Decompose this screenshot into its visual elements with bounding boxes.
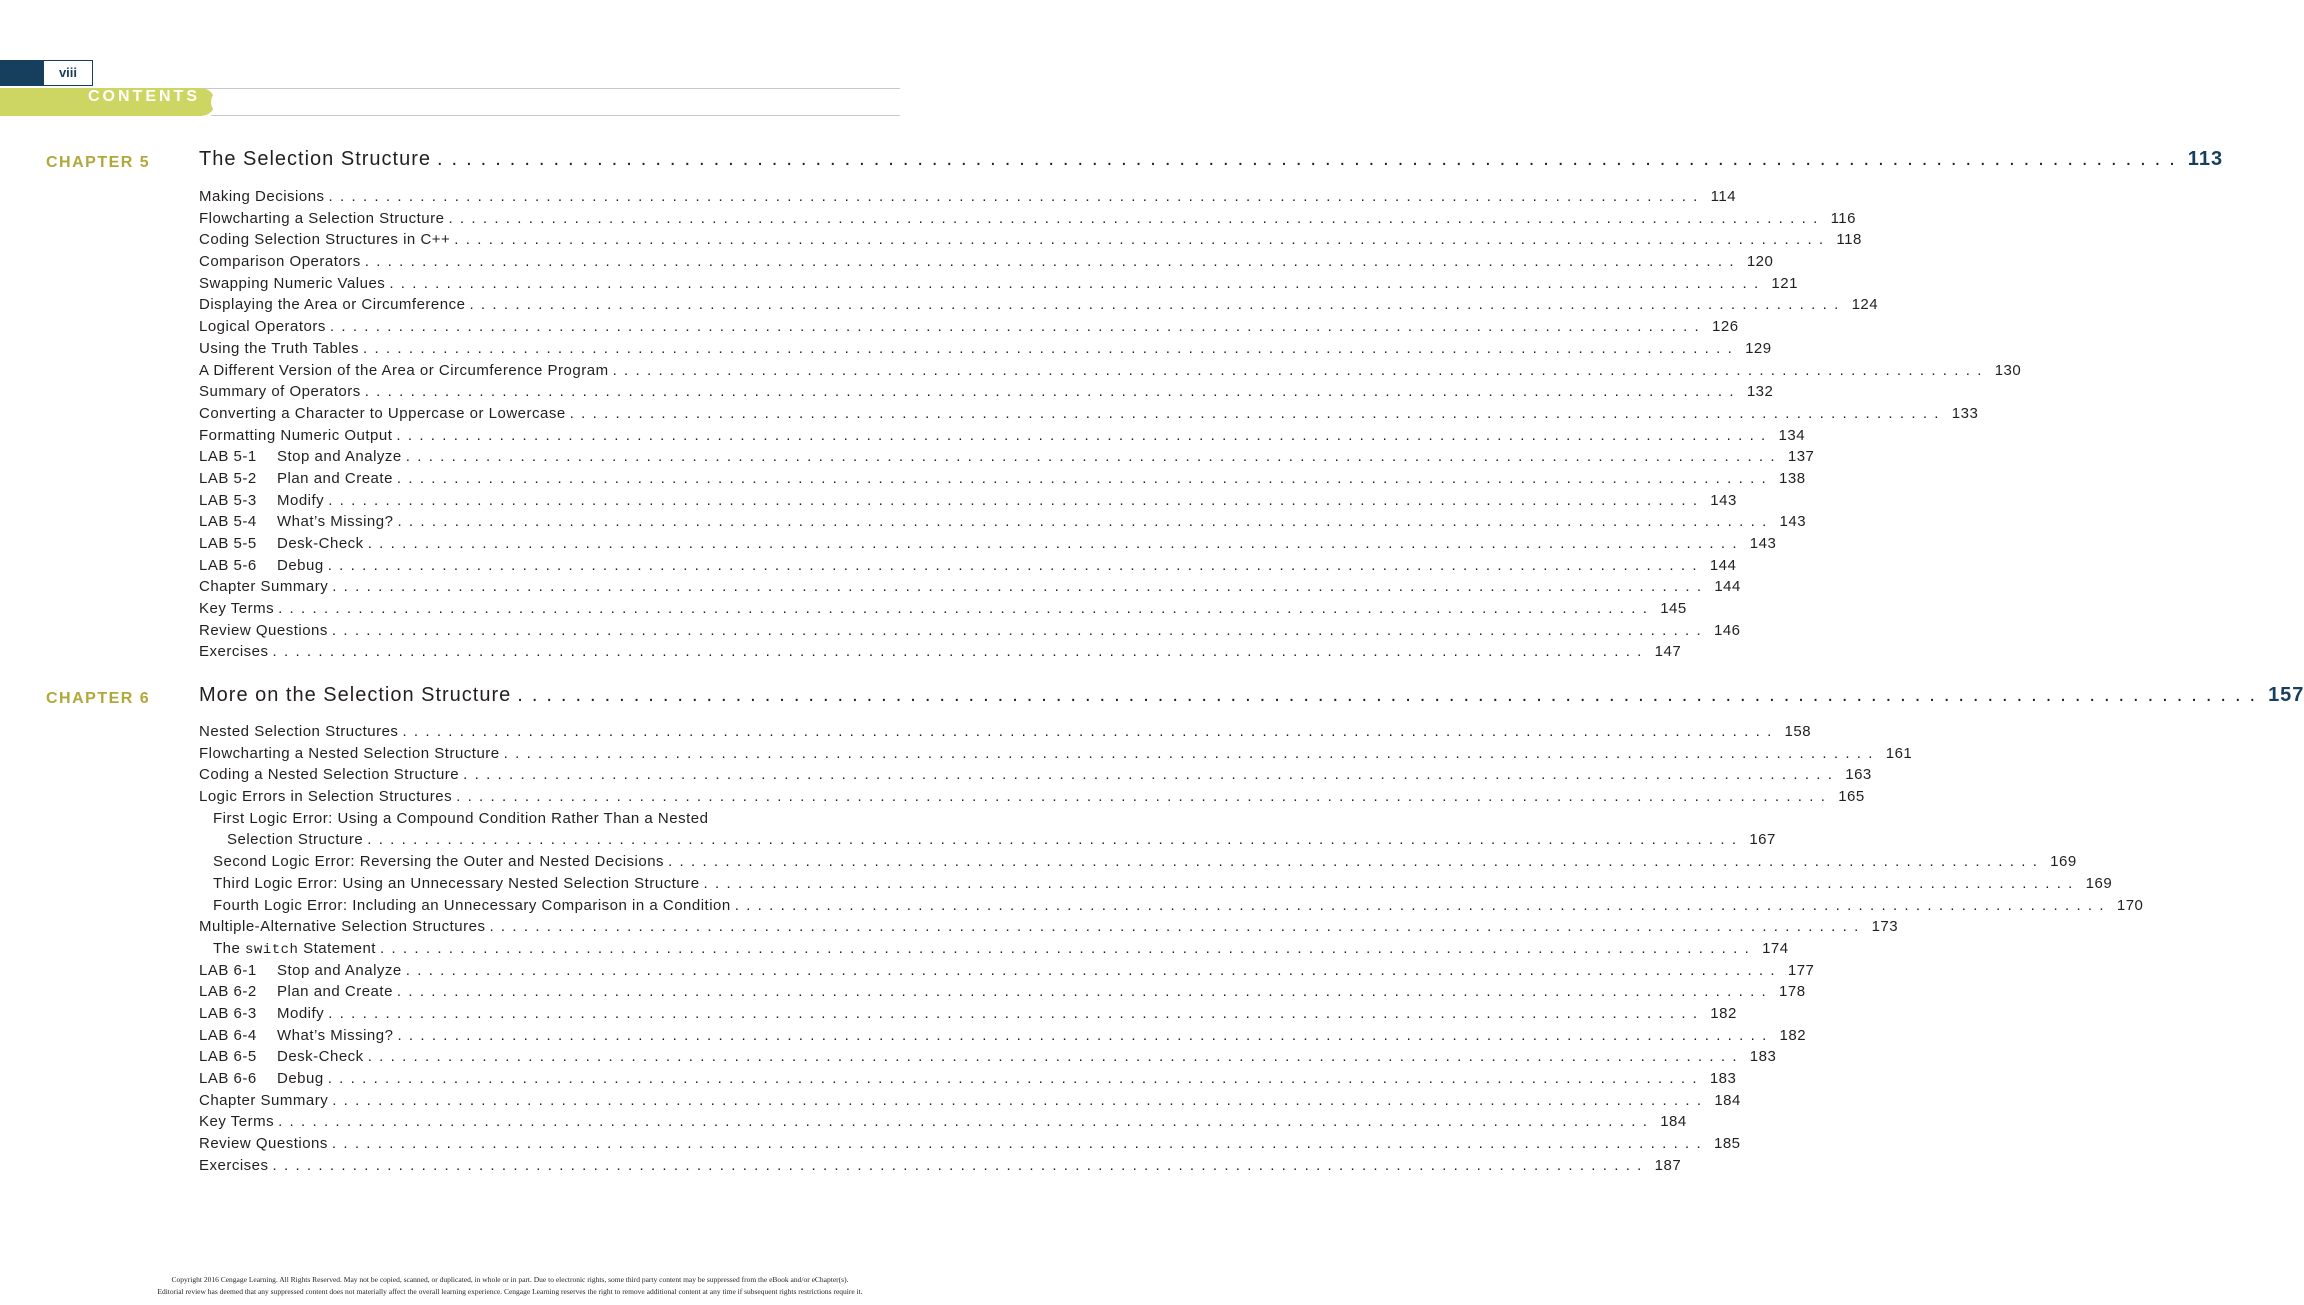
toc-entries <box>199 188 2022 665</box>
entry-text: Using the Truth Tables <box>199 339 359 357</box>
entry-title <box>199 875 700 892</box>
entry-page: 129 <box>1745 339 1772 357</box>
leader-dots: ........................................................................................................................ <box>327 1070 1704 1087</box>
leader-dots: ........................................................................................................................ <box>517 684 2265 706</box>
entry-text: Formatting Numeric Output <box>199 426 393 444</box>
toc-entry[interactable] <box>199 1004 1737 1027</box>
chapter-title: More on the Selection Structure <box>199 684 512 706</box>
leader-dots: ........................................................................................................................ <box>364 253 1741 271</box>
entry-title <box>199 448 402 465</box>
copyright-line-2: Editorial review has deemed that any suppressed content does not materially affect the overall learning experience. Cengage Learning reserves the right to remove additional content at any time if subsequent rights restrictions require it. <box>157 1287 863 1296</box>
toc-entry[interactable] <box>199 621 1741 644</box>
toc-entry[interactable] <box>199 983 1806 1005</box>
entry-text: First Logic Error: Using a Compound Condition Rather Than a Nested <box>213 809 709 827</box>
lab-number: LAB 6-3 <box>199 1004 257 1022</box>
entry-page: 133 <box>1951 404 1979 422</box>
entry-title <box>199 766 459 783</box>
toc-entry[interactable] <box>199 723 1812 745</box>
entry-text: Review Questions <box>199 1135 328 1153</box>
toc-entry[interactable] <box>199 253 1774 275</box>
entry-page: 138 <box>1779 469 1806 487</box>
entry-page: 121 <box>1771 274 1798 292</box>
entry-text: Exercises <box>199 1156 269 1174</box>
entry-title <box>199 383 361 400</box>
entry-title <box>199 962 402 979</box>
toc-entry[interactable] <box>199 188 1737 210</box>
toc-entry[interactable] <box>199 231 1862 253</box>
page-tab <box>0 60 43 86</box>
entry-page: 144 <box>1709 556 1737 574</box>
entry-title <box>199 1048 364 1065</box>
entry-text: Desk-Check <box>277 1048 364 1066</box>
entry-title <box>199 557 324 574</box>
entry-title <box>199 1005 324 1022</box>
entry-page: 182 <box>1779 1026 1807 1044</box>
toc-entry[interactable] <box>199 274 1798 297</box>
entry-title <box>199 622 328 639</box>
leader-dots: ........................................................................................................................ <box>364 383 1741 401</box>
leader-dots: ........................................................................................................................ <box>456 788 1833 806</box>
toc-entry[interactable] <box>199 426 1806 449</box>
leader-dots: ........................................................................................................................ <box>463 766 1840 784</box>
toc-entry[interactable] <box>199 318 1739 340</box>
toc-entry[interactable] <box>199 513 1807 535</box>
entry-text: Statement <box>298 939 376 957</box>
lab-number: LAB 5-1 <box>199 448 257 466</box>
leader-dots: ........................................................................................................................ <box>328 1004 1705 1022</box>
leader-dots: ........................................................................................................................ <box>612 361 1989 379</box>
entry-title <box>199 940 376 958</box>
entry-page: 185 <box>1714 1135 1741 1153</box>
leader-dots: ........................................................................................................................ <box>734 896 2111 914</box>
entry-text: Review Questions <box>199 621 328 639</box>
leader-dots: ........................................................................................................................ <box>397 513 1774 531</box>
lab-number: LAB 5-4 <box>199 513 257 531</box>
toc-entry[interactable] <box>199 1070 1737 1092</box>
leader-dots: ........................................................................................................................ <box>367 1048 1744 1066</box>
entry-text: Modify <box>277 491 325 509</box>
entry-title <box>199 745 500 762</box>
lab-number: LAB 6-4 <box>199 1026 257 1044</box>
entry-text: Multiple-Alternative Selection Structures <box>199 918 486 936</box>
entry-title <box>199 853 664 870</box>
leader-dots: ........................................................................................................................ <box>703 874 2080 892</box>
entry-text: Coding Selection Structures in C++ <box>199 231 451 249</box>
toc-entry[interactable] <box>199 853 2077 875</box>
entry-text: Converting a Character to Uppercase or Lowercase <box>199 404 566 422</box>
entry-page: 165 <box>1838 788 1865 806</box>
toc-entry[interactable] <box>199 874 2113 897</box>
entry-title <box>199 897 731 914</box>
lab-number: LAB 6-6 <box>199 1070 257 1087</box>
chapter-heading[interactable] <box>199 684 2304 712</box>
toc-entry[interactable] <box>199 1026 1807 1049</box>
entry-text: Coding a Nested Selection Structure <box>199 766 460 784</box>
entry-page: 173 <box>1871 918 1899 936</box>
toc-entry[interactable] <box>199 448 1815 470</box>
leader-dots: ........................................................................................................................ <box>405 448 1782 466</box>
entry-page: 178 <box>1779 983 1806 1001</box>
entry-title <box>199 983 393 1000</box>
entry-page: 130 <box>1994 361 2022 379</box>
lab-number: LAB 6-1 <box>199 961 257 979</box>
leader-dots: ........................................................................................................................ <box>405 961 1782 979</box>
entry-text: Flowcharting a Nested Selection Structure <box>199 744 500 762</box>
leader-dots: ........................................................................................................................ <box>396 469 1774 487</box>
header-rule-bottom <box>211 115 900 116</box>
lab-number: LAB 5-5 <box>199 535 257 552</box>
entry-title <box>199 427 392 444</box>
toc-entry[interactable] <box>199 383 1774 405</box>
leader-dots: ........................................................................................................................ <box>367 831 1744 849</box>
entry-title <box>199 362 609 379</box>
entry-title <box>199 340 359 357</box>
leader-dots: ........................................................................................................................ <box>379 939 1757 957</box>
entry-text: Making Decisions <box>199 188 325 205</box>
leader-dots: ........................................................................................................................ <box>489 918 1866 936</box>
entry-text: A Different Version of the Area or Circumference Program <box>199 361 609 379</box>
entry-page: 147 <box>1654 643 1682 661</box>
leader-dots: ........................................................................................................................ <box>503 744 1880 762</box>
entry-page: 183 <box>1709 1070 1737 1087</box>
entry-page: 134 <box>1778 426 1806 444</box>
chapter-label: CHAPTER 5 <box>46 154 151 171</box>
entry-page: 137 <box>1787 448 1815 466</box>
chapter-page: 157 <box>2268 684 2304 706</box>
entry-text: Plan and Create <box>277 983 393 1001</box>
entry-text: Second Logic Error: Reversing the Outer and Nested Decisions <box>213 853 665 871</box>
entry-text: Logic Errors in Selection Structures <box>199 788 453 806</box>
entry-title <box>199 231 450 248</box>
leader-dots: ........................................................................................................................ <box>402 723 1779 740</box>
entry-title <box>199 1092 328 1109</box>
entry-text: What’s Missing? <box>277 1026 394 1044</box>
entry-title <box>199 643 269 660</box>
lab-number: LAB 5-2 <box>199 469 257 487</box>
page-number: viii <box>43 60 93 86</box>
toc-entry[interactable] <box>199 491 1737 514</box>
entry-text: Key Terms <box>199 1113 275 1131</box>
toc-entry[interactable] <box>199 810 887 832</box>
entry-page: 126 <box>1712 318 1739 336</box>
toc-entries <box>199 723 2144 1178</box>
entry-text: Fourth Logic Error: Including an Unnecessary Comparison in a Condition <box>213 896 731 914</box>
entry-title <box>199 918 485 935</box>
leader-dots: ........................................................................................................................ <box>448 209 1825 227</box>
lab-number: LAB 6-5 <box>199 1048 257 1066</box>
entry-title <box>199 723 398 740</box>
leader-dots: ........................................................................................................................ <box>668 853 2045 871</box>
leader-dots: ........................................................................................................................ <box>278 1113 1655 1131</box>
entry-page: 183 <box>1749 1048 1777 1066</box>
entry-title <box>199 405 566 422</box>
entry-page: 143 <box>1710 491 1737 509</box>
toc-entry[interactable] <box>199 578 1741 600</box>
entry-page: 124 <box>1851 296 1879 314</box>
toc-entry[interactable] <box>199 918 1899 940</box>
leader-dots: ........................................................................................................................ <box>362 339 1740 357</box>
entry-text: Key Terms <box>199 600 275 618</box>
copyright-line-1: Copyright 2016 Cengage Learning. All Rights Reserved. May not be copied, scanned, or duplicated, in whole or in part. Due to electronic rights, some third party content may be suppressed from the eBook and/or eChapter(s). <box>171 1275 849 1284</box>
contents-bar-notch <box>211 90 231 114</box>
leader-dots: ........................................................................................................................ <box>278 600 1655 618</box>
entry-text: Comparison Operators <box>199 253 361 271</box>
chapter-label: CHAPTER 6 <box>46 690 151 707</box>
entry-text: Summary of Operators <box>199 383 361 401</box>
entry-page: 184 <box>1714 1091 1741 1109</box>
entry-title <box>199 1135 328 1152</box>
section-label: CONTENTS <box>88 88 200 105</box>
entry-page: 182 <box>1710 1004 1737 1022</box>
entry-text: Chapter Summary <box>199 1091 329 1109</box>
entry-page: 143 <box>1749 535 1777 552</box>
entry-text: Stop and Analyze <box>277 448 402 466</box>
entry-text: Nested Selection Structures <box>199 723 399 740</box>
toc-entry[interactable] <box>199 1135 1741 1157</box>
entry-page: 161 <box>1885 744 1913 762</box>
toc-entry[interactable] <box>199 766 1872 788</box>
leader-dots: ........................................................................................................................ <box>272 643 1649 661</box>
entry-title <box>199 513 393 530</box>
toc-entry[interactable] <box>199 831 1776 853</box>
toc-entry[interactable] <box>199 1113 1687 1135</box>
entry-title <box>199 535 364 552</box>
entry-title <box>199 831 363 848</box>
leader-dots: ........................................................................................................................ <box>328 491 1705 509</box>
leader-dots: ........................................................................................................................ <box>437 148 2184 170</box>
leader-dots: ........................................................................................................................ <box>469 296 1846 314</box>
entry-title <box>199 578 328 595</box>
entry-page: 132 <box>1746 383 1774 401</box>
entry-title <box>199 318 326 335</box>
entry-page: 144 <box>1714 578 1741 596</box>
lab-number: LAB 6-2 <box>199 983 257 1001</box>
entry-title <box>199 600 274 617</box>
leader-dots: ........................................................................................................................ <box>331 1135 1708 1153</box>
entry-page: 143 <box>1779 513 1807 531</box>
entry-page: 169 <box>2085 874 2113 892</box>
entry-text: Desk-Check <box>277 535 364 552</box>
entry-page: 146 <box>1714 621 1741 639</box>
entry-text: Chapter Summary <box>199 578 329 596</box>
entry-page: 116 <box>1830 209 1856 227</box>
entry-text: Swapping Numeric Values <box>199 274 386 292</box>
entry-title <box>199 1157 269 1174</box>
toc-entry[interactable] <box>199 404 1979 427</box>
entry-title <box>199 492 324 509</box>
entry-text: Stop and Analyze <box>277 961 402 979</box>
entry-title-prefix: The <box>213 939 246 957</box>
entry-text: Debug <box>277 1070 324 1087</box>
entry-page: 114 <box>1710 188 1737 205</box>
entry-page: 163 <box>1845 766 1872 784</box>
entry-page: 170 <box>2116 896 2144 914</box>
toc-entry[interactable] <box>199 744 1913 767</box>
toc-entry[interactable] <box>199 209 1856 232</box>
entry-text: Modify <box>277 1004 325 1022</box>
entry-title <box>199 1070 324 1087</box>
leader-dots: ........................................................................................................................ <box>328 188 1705 205</box>
entry-text: Third Logic Error: Using an Unnecessary Nested Selection Structure <box>213 874 700 892</box>
entry-title <box>199 296 465 313</box>
toc-entry[interactable] <box>199 1156 1682 1179</box>
entry-text: Plan and Create <box>277 469 393 487</box>
toc-entry[interactable] <box>199 1048 1777 1070</box>
entry-page: 167 <box>1749 831 1776 849</box>
toc-entry[interactable] <box>199 339 1772 362</box>
leader-dots: ........................................................................................................................ <box>454 231 1831 249</box>
entry-title <box>199 210 444 227</box>
entry-text: Selection Structure <box>227 831 364 849</box>
toc-entry[interactable] <box>199 556 1737 579</box>
lab-number: LAB 5-3 <box>199 491 257 509</box>
entry-page: 120 <box>1746 253 1774 271</box>
entry-title <box>199 253 361 270</box>
entry-text: What’s Missing? <box>277 513 394 531</box>
toc-entry[interactable] <box>199 643 1682 665</box>
entry-title <box>199 788 452 805</box>
leader-dots: ........................................................................................................................ <box>272 1156 1649 1174</box>
entry-page: 158 <box>1784 723 1812 740</box>
entry-text: Exercises <box>199 643 269 661</box>
entry-text: Debug <box>277 556 324 574</box>
entry-page: 184 <box>1660 1113 1687 1131</box>
entry-title <box>199 810 708 827</box>
toc-entry[interactable] <box>199 939 1789 962</box>
leader-dots: ........................................................................................................................ <box>397 1026 1774 1044</box>
entry-page: 145 <box>1660 600 1687 618</box>
leader-dots: ........................................................................................................................ <box>332 578 1709 596</box>
leader-dots: ........................................................................................................................ <box>389 274 1766 292</box>
leader-dots: ........................................................................................................................ <box>367 535 1744 552</box>
entry-page: 187 <box>1654 1156 1682 1174</box>
leader-dots: ........................................................................................................................ <box>396 983 1774 1001</box>
entry-text: Logical Operators <box>199 318 326 336</box>
entry-page: 169 <box>2050 853 2077 871</box>
toc-entry[interactable] <box>199 961 1815 984</box>
toc-entry[interactable] <box>199 361 2022 384</box>
toc-entry[interactable] <box>199 469 1806 492</box>
entry-page: 118 <box>1836 231 1862 249</box>
toc-entry[interactable] <box>199 788 1865 810</box>
toc-entry[interactable] <box>199 296 1879 318</box>
entry-title <box>199 188 325 205</box>
entry-title <box>199 1113 274 1130</box>
leader-dots: ........................................................................................................................ <box>331 621 1708 639</box>
toc-entry[interactable] <box>199 600 1687 622</box>
leader-dots: ........................................................................................................................ <box>327 556 1704 574</box>
entry-page: 174 <box>1762 939 1789 957</box>
leader-dots: ........................................................................................................................ <box>329 318 1707 336</box>
toc-entry[interactable] <box>199 535 1777 557</box>
leader-dots: ........................................................................................................................ <box>569 404 1946 422</box>
entry-title <box>199 275 385 292</box>
toc-entry[interactable] <box>199 1091 1741 1114</box>
chapter-page: 113 <box>2187 148 2224 170</box>
entry-title <box>199 1027 393 1044</box>
entry-text: Flowcharting a Selection Structure <box>199 209 445 227</box>
entry-title <box>199 470 393 487</box>
entry-page: 177 <box>1787 961 1815 979</box>
code-keyword: switch <box>245 941 299 958</box>
chapter-title: The Selection Structure <box>199 148 431 170</box>
leader-dots: ........................................................................................................................ <box>332 1091 1709 1109</box>
entry-text: Displaying the Area or Circumference <box>199 296 466 314</box>
lab-number: LAB 5-6 <box>199 556 257 574</box>
leader-dots: ........................................................................................................................ <box>396 426 1773 444</box>
toc-entry[interactable] <box>199 896 2144 919</box>
header-rule <box>91 88 900 89</box>
chapter-heading[interactable] <box>199 148 2224 176</box>
